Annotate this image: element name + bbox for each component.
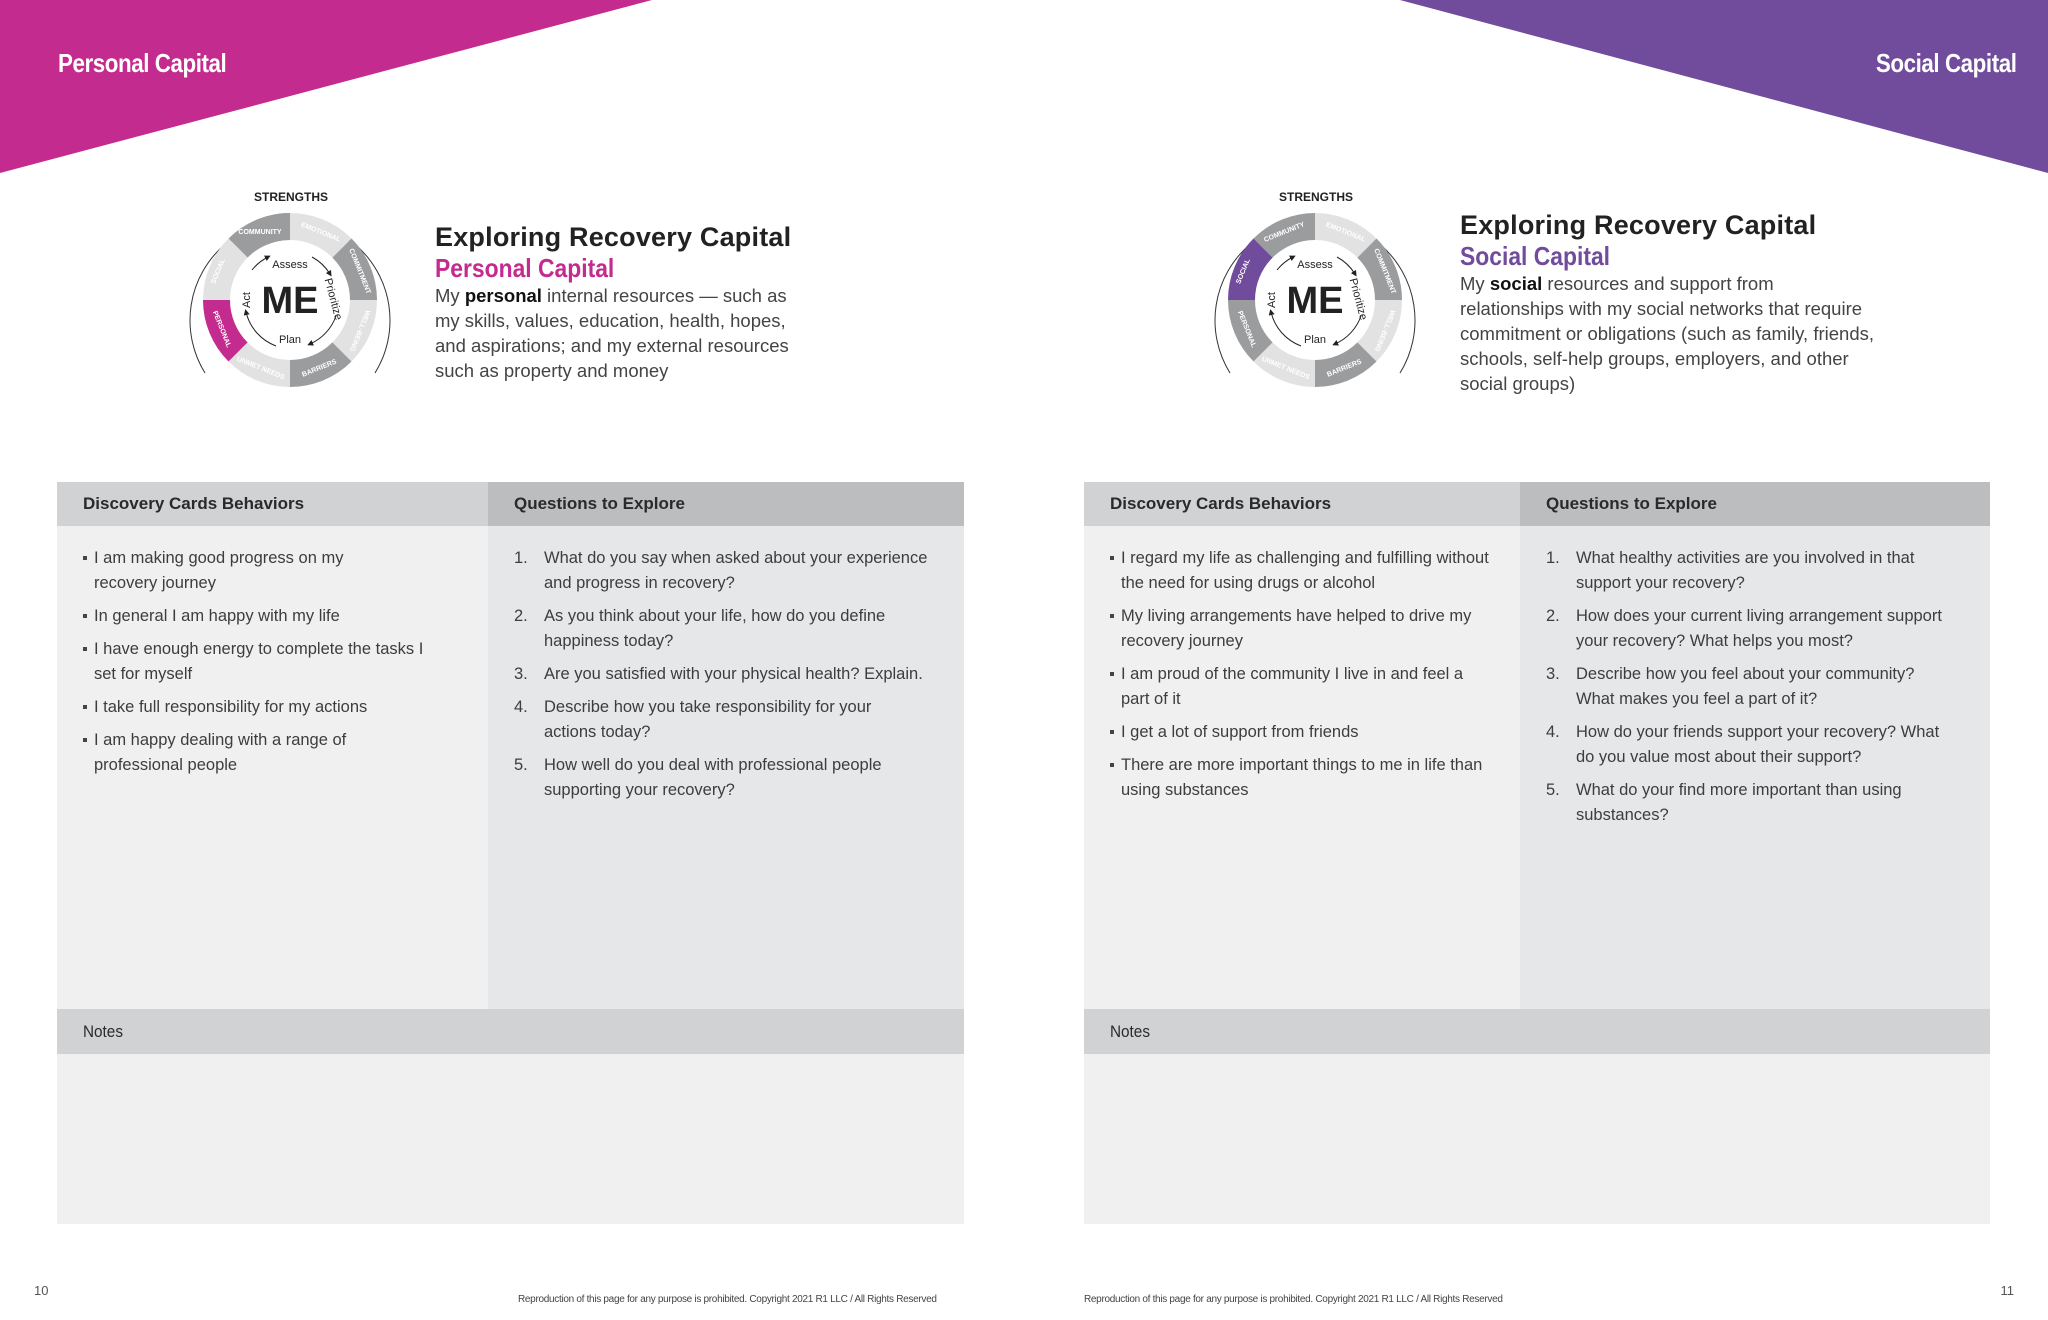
question-item: 3. Describe how you feel about your community? What makes you feel a part of it? <box>1546 665 1915 708</box>
behaviors-column <box>1084 482 1520 1009</box>
behavior-item: My living arrangements have helped to drive my recovery journey <box>1110 604 1490 654</box>
questions-column <box>1520 482 1990 1009</box>
questions-list <box>514 546 938 803</box>
svg-text:COMMITMENT: COMMITMENT <box>347 247 372 296</box>
svg-text:Prioritize: Prioritize <box>1346 277 1370 322</box>
svg-text:Plan: Plan <box>1303 334 1327 346</box>
questions-list <box>1546 546 1964 828</box>
behaviors-header: Discovery Cards Behaviors <box>57 482 488 526</box>
questions-header: Questions to Explore <box>1520 482 1990 526</box>
behavior-item: I am happy dealing with a range of professional people <box>83 728 373 778</box>
behavior-item: I regard my life as challenging and fulfilling without the need for using drugs or alcohol <box>1110 546 1510 596</box>
svg-text:BARRIERS: BARRIERS <box>1326 358 1363 379</box>
questions-column <box>488 482 964 1009</box>
svg-text:SOCIAL: SOCIAL <box>210 257 227 286</box>
svg-text:Plan: Plan <box>278 334 302 346</box>
intro-section-personal <box>175 185 835 415</box>
svg-text:WELL-BEING: WELL-BEING <box>347 308 371 353</box>
question-item: 2. As you think about your life, how do you define happiness today? <box>514 607 886 650</box>
behavior-item: I am proud of the community I live in and feel a part of it <box>1110 662 1480 712</box>
banner-shape <box>0 0 660 175</box>
svg-text:UNMET NEEDS: UNMET NEEDS <box>235 355 286 382</box>
intro-heading: Exploring Recovery Capital <box>1460 210 1817 240</box>
svg-text:Act: Act <box>241 292 253 308</box>
svg-text:EMOTIONAL: EMOTIONAL <box>1324 221 1367 244</box>
behavior-item: In general I am happy with my life <box>83 604 462 629</box>
question-item: 1. What do you say when asked about your experience and progress in recovery? <box>514 549 928 592</box>
svg-text:COMMITMENT: COMMITMENT <box>1372 247 1397 296</box>
intro-subheading: Personal Capital <box>435 253 615 283</box>
svg-text:EMOTIONAL: EMOTIONAL <box>299 221 342 244</box>
svg-text:UNMET NEEDS: UNMET NEEDS <box>1260 355 1311 382</box>
social-capital-table <box>1084 482 1990 1224</box>
banner-title: Personal Capital <box>58 48 227 78</box>
svg-text:BARRIERS: BARRIERS <box>301 358 338 379</box>
page-number: 11 <box>2000 1283 2014 1298</box>
svg-text:Assess: Assess <box>1297 259 1333 271</box>
question-item: 4. How do your friends support your recovery? What do you value most about their support? <box>1546 723 1940 766</box>
behaviors-list <box>83 546 462 778</box>
banner-title: Social Capital <box>1875 48 2016 78</box>
svg-text:WELL-BEING: WELL-BEING <box>1372 308 1396 353</box>
behaviors-header: Discovery Cards Behaviors <box>1084 482 1520 526</box>
page-number: 10 <box>34 1283 49 1298</box>
social-capital-banner <box>1388 0 2048 175</box>
notes-area[interactable] <box>57 1054 964 1224</box>
svg-text:STRENGTHS: STRENGTHS <box>1278 190 1354 204</box>
behaviors-list <box>1110 546 1494 803</box>
intro-text <box>435 221 815 383</box>
question-item: 4. Describe how you take responsibility for your actions today? <box>514 698 872 741</box>
personal-capital-table <box>57 482 964 1224</box>
personal-capital-banner <box>0 0 660 175</box>
question-item: 1. What healthy activities are you involved in that support your recovery? <box>1546 549 1915 592</box>
question-item: 5. What do your find more important than using substances? <box>1546 781 1902 824</box>
banner-shape <box>1388 0 2048 175</box>
copyright-notice: Reproduction of this page for any purpose is prohibited. Copyright 2021 R1 LLC / All Rights Reserved <box>518 1294 937 1305</box>
notes-area[interactable] <box>1084 1054 1990 1224</box>
svg-text:COMMUNITY: COMMUNITY <box>1263 221 1306 244</box>
intro-section-social <box>1200 185 1900 415</box>
recovery-wheel-diagram <box>1200 185 1430 415</box>
behavior-item: I am making good progress on my recovery journey <box>83 546 373 596</box>
svg-text:ME: ME <box>1286 280 1344 322</box>
intro-heading: Exploring Recovery Capital <box>435 222 792 252</box>
copyright-notice: Reproduction of this page for any purpose is prohibited. Copyright 2021 R1 LLC / All Rights Reserved <box>1084 1294 1503 1305</box>
intro-text <box>1460 209 1880 396</box>
behavior-item: I get a lot of support from friends <box>1110 720 1494 745</box>
behavior-item: There are more important things to me in life than using substances <box>1110 753 1510 803</box>
svg-text:PERSONAL: PERSONAL <box>1235 310 1257 349</box>
strengths-label: STRENGTHS <box>253 190 329 204</box>
behaviors-column <box>57 482 488 1009</box>
recovery-wheel-diagram <box>175 185 405 415</box>
notes-header: Notes <box>1084 1009 1990 1054</box>
svg-text:PERSONAL: PERSONAL <box>210 310 232 349</box>
svg-text:Assess: Assess <box>272 259 308 271</box>
intro-description: My personal internal resources — such as my skills, values, education, health, hopes, and aspirations; and my external resources such as property and money <box>435 285 789 381</box>
svg-text:Act: Act <box>1266 292 1278 308</box>
svg-text:Prioritize: Prioritize <box>321 277 345 322</box>
question-item: 3. Are you satisfied with your physical health? Explain. <box>514 665 923 683</box>
svg-text:ME: ME <box>261 280 319 322</box>
intro-subheading: Social Capital <box>1460 241 1611 271</box>
questions-header: Questions to Explore <box>488 482 964 526</box>
behavior-item: I have enough energy to complete the tasks I set for myself <box>83 637 438 687</box>
notes-header: Notes <box>57 1009 964 1054</box>
intro-description: My social resources and support from relationships with my social networks that require commitment or obligations (such as family, friends, schools, self-help groups, employers, and other social groups) <box>1460 273 1875 394</box>
svg-text:SOCIAL: SOCIAL <box>1235 257 1252 286</box>
svg-text:COMMUNITY: COMMUNITY <box>238 229 282 236</box>
question-item: 2. How does your current living arrangement support your recovery? What helps you most? <box>1546 607 1942 650</box>
question-item: 5. How well do you deal with professional people supporting your recovery? <box>514 756 882 799</box>
behavior-item: I take full responsibility for my actions <box>83 695 462 720</box>
